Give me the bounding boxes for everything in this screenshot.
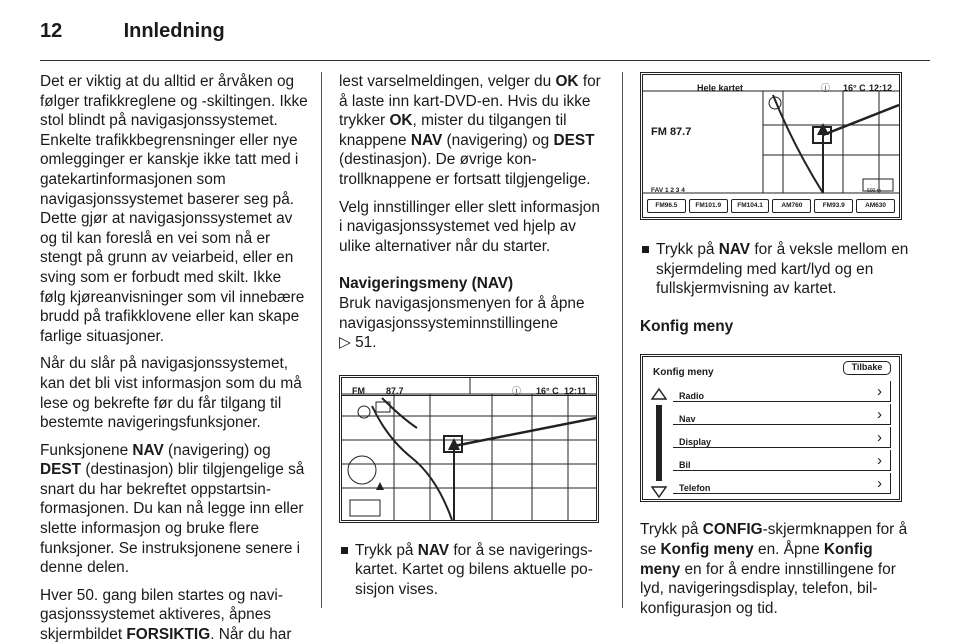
info-icon: ⓘ bbox=[512, 385, 522, 396]
paragraph-ok: lest varselmeldingen, velger du OK for å laste inn kart-DVD-en. Hvis du ikke trykker OK, mister du tilgangen til knappene NAV (navigering) og DEST (destinasjon). De øvrige kontrollknappene er fortsatt tilgjengelige. bbox=[339, 73, 601, 188]
scale-label: 500 m bbox=[867, 188, 881, 194]
config-item-vehicle[interactable]: Bil › bbox=[673, 450, 891, 471]
figure-full-map bbox=[640, 72, 902, 220]
chevron-right-icon: › bbox=[877, 475, 882, 493]
info-icon-full: ⓘ bbox=[821, 83, 831, 93]
heading-config-menu: Konfig meny bbox=[640, 317, 734, 335]
chevron-right-icon: › bbox=[877, 383, 882, 401]
column-divider-1 bbox=[321, 72, 322, 608]
chevron-right-icon: › bbox=[877, 406, 882, 424]
config-item-nav[interactable]: Nav › bbox=[673, 404, 891, 425]
fav-label: FAV 1 2 3 4 bbox=[651, 187, 685, 194]
config-menu-title: Konfig meny bbox=[653, 367, 714, 379]
bullet-nav-view: Trykk på NAV for å se navigeringskartet. Kartet og bilens aktuelle posisjon vises. bbox=[339, 541, 605, 600]
paragraph-settings: Velg innstillinger eller slett informasjon i navigasjonssystemet ved hjelp av ulike alternativer når du starter. bbox=[339, 198, 600, 255]
heading-nav-menu: Navigeringsmeny (NAV) bbox=[339, 275, 514, 293]
config-item-radio[interactable]: Radio › bbox=[673, 381, 891, 402]
page-title: Innledning bbox=[123, 20, 225, 42]
bullet-toggle-view: Trykk på NAV for å veksle mellom en skjermdeling med kart/lyd og en fullskjermvisning av kartet. bbox=[640, 240, 915, 299]
header-rule bbox=[40, 60, 930, 61]
chevron-right-icon: › bbox=[877, 429, 882, 447]
preset-button[interactable]: FM96.5 bbox=[647, 199, 686, 213]
preset-button[interactable]: FM93.9 bbox=[814, 199, 853, 213]
config-item-display[interactable]: Display › bbox=[673, 427, 891, 448]
paragraph-safety: Det er viktig at du alltid er årvåken og følger trafikkreglene og -skiltingen. Ikke stol blindt på navigasjonssystemet. Enkelte trafikkbegrensninger eller nye omlegginger er kanskje ikke tatt med i gatekartinformasjonen som navigasjonssystemet baserer seg på. Dette gjør at navigasjonssystemet av og til kan foreslå en vei som nå er stengt på grunn av veiarbeid, eller en sving som er forbudt med skilt. Ikke følg kjøreanvisninger som vil innebære brudd på trafikklovene eller kan skape farlige situasjoner. bbox=[40, 73, 308, 345]
scroll-up-icon bbox=[652, 389, 666, 399]
paragraph-config: Trykk på CONFIG-skjermknappen for å se Konfig meny en. Åpne Konfig meny en for å endre innstillingene for lyd, navigeringsdisplay, telefon, bilkonfigurasjon og tid. bbox=[640, 521, 908, 617]
preset-button[interactable]: FM101.9 bbox=[689, 199, 728, 213]
column-3 bbox=[640, 72, 915, 618]
config-menu-list bbox=[673, 381, 891, 496]
station-label: FM 87.7 bbox=[651, 126, 692, 138]
figure-config-menu bbox=[640, 354, 902, 502]
back-button[interactable]: Tilbake bbox=[843, 361, 891, 375]
square-bullet-icon bbox=[341, 547, 348, 554]
column-1 bbox=[40, 72, 310, 642]
config-item-phone[interactable]: Telefon › bbox=[673, 473, 891, 494]
figure-nav-map bbox=[339, 375, 599, 523]
preset-button[interactable]: FM104.1 bbox=[731, 199, 770, 213]
page-ref-icon: ▷ bbox=[339, 334, 351, 352]
scroll-control[interactable] bbox=[651, 387, 667, 499]
column-divider-2 bbox=[622, 72, 623, 608]
nav-map-topbar: FM 87.7 ⓘ 16° C 12:11 bbox=[342, 378, 596, 396]
column-2 bbox=[339, 72, 605, 600]
scroll-down-icon bbox=[652, 487, 666, 497]
paragraph-startup-info: Når du slår på navigasjonssystemet, kan det bli vist informasjon som du må lese og bekrefte før du får tilgang til bestemte navigeringsfunksjoner. bbox=[40, 355, 302, 432]
preset-button[interactable]: AM760 bbox=[772, 199, 811, 213]
square-bullet-icon bbox=[642, 246, 649, 253]
preset-buttons bbox=[647, 199, 895, 213]
full-map-topbar: Hele kartet ⓘ 16° C 12:12 bbox=[643, 75, 899, 93]
page-header bbox=[40, 20, 225, 43]
page-number: 12 bbox=[40, 20, 63, 42]
paragraph-functions: Funksjonene NAV (navigering) og DEST (destinasjon) blir tilgjengelige så snart du har bekreftet oppstartsinformasjonen. Du kan nå legge inn eller slette informasjon og bruke flere funksjoner. Se instruksjonene senere i denne delen. bbox=[40, 441, 305, 577]
preset-button[interactable]: AM630 bbox=[856, 199, 895, 213]
chevron-right-icon: › bbox=[877, 452, 882, 470]
paragraph-warning-screen: Hver 50. gang bilen startes og navigasjonssystemet aktiveres, åpnes skjermbildet FORSIKTIG. Når du har bbox=[40, 586, 292, 642]
paragraph-nav-menu: Bruk navigasjonsmenyen for å åpne navigasjonssysteminnstillingene ▷ 51. bbox=[339, 294, 585, 352]
